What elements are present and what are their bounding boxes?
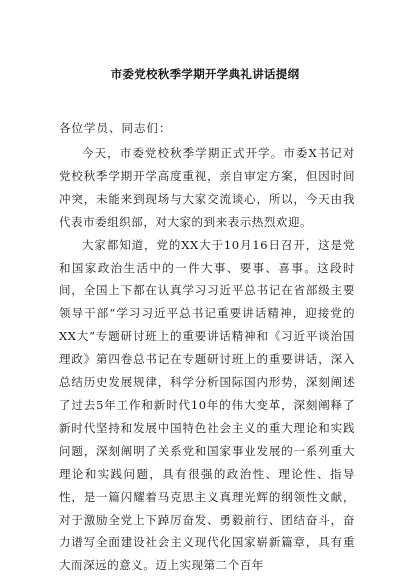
document-title: 市委党校秋季学期开学典礼讲话提纲: [110, 67, 300, 81]
document-body: [59, 142, 355, 577]
greeting-line: 各位学员、同志们：: [59, 121, 172, 135]
paragraph-opening: 今天，市委党校秋季学期正式开学。市委X书记对党校秋季学期开学高度重视，亲自审定方案，但因时间冲突，未能来到现场与大家交流谈心，所以，今天由我代表市委组织部，对大家的到来表示热烈欢迎。: [59, 146, 355, 229]
paragraph-congress: 大家都知道，党的XX大于10月16日召开，这是党和国家政治生活中的一件大事、要事、喜事。这段时间，全国上下都在认真学习习近平总书记在省部级主要领导干部“学习习近平总书记重要讲话精神，迎接党的XX大”专题研讨班上的重要讲话精神和《习近平谈治国理政》第四卷总书记在专题研讨班上的重要讲话，深入总结历史发展规律，科学分析国际国内形势，深刻阐述了过去5年工作和新时代10年的伟大变革，深刻阐释了新时代坚持和发展中国特色社会主义的重大理论和实践问题，深刻阐明了关系党和国家事业发展的一系列重大理论和实践问题，具有很强的政治性、理论性、指导性，是一篇闪耀着马克思主义真理光辉的纲领性文献，对于激励全党上下踔厉奋发、勇毅前行、团结奋斗，奋力谱写全面建设社会主义现代化国家崭新篇章，具有重大而深远的意义。迈上实现第二个百年: [59, 237, 355, 573]
